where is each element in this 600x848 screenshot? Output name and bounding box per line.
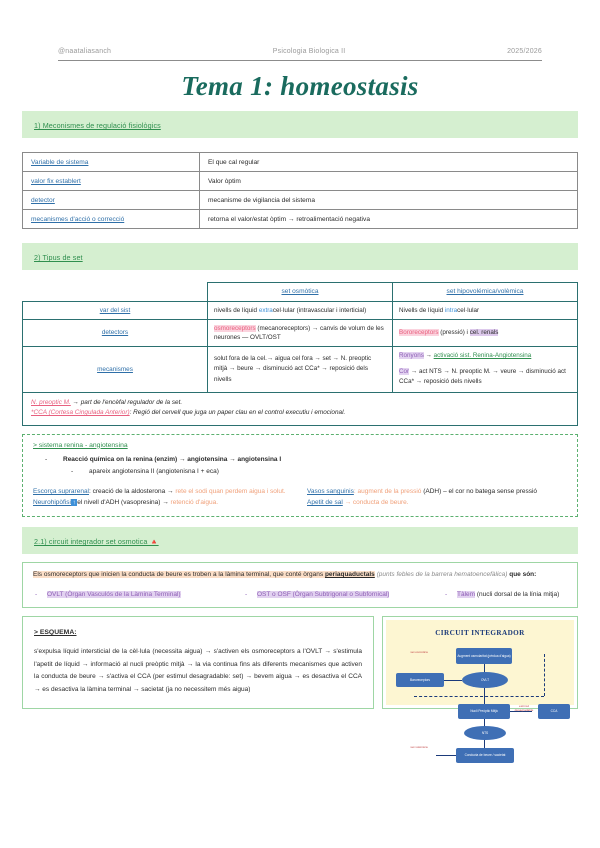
table-col-header-osmotic: set osmòtica (208, 283, 393, 302)
table-notes (22, 393, 578, 426)
organ-ovlt: OVLT (Òrgan Vasculós de la Làmina Terminal) (47, 591, 181, 599)
diagram-node-cca: CCA (538, 704, 570, 719)
renin-subtitle: > sistema renina - angiotensina (33, 441, 128, 449)
section-21-heading (22, 527, 578, 554)
diagram-connector (436, 755, 456, 756)
highlight-fragment: retenció d'aigua. (170, 498, 219, 506)
table-row (23, 153, 578, 172)
renin-bullet-2: - apareix angiotensina II (angiotenisna I + eca) (89, 467, 567, 477)
table-cell-value: retorna el valor/estat òptim → retroalimentació negativa (200, 210, 578, 229)
highlight-fragment: Els osmoreceptors que inicien la conducta de beure es troben a la làmina terminal, que conté òrgans (33, 571, 325, 579)
table-cell-osmotic (208, 347, 393, 393)
table-cell-key: valor fix establert (23, 172, 200, 191)
diagram-label-set-volemica: set volèmica (410, 744, 428, 749)
section-1-heading (22, 111, 578, 138)
section-21-heading-text: 2.1) circuit integrador set osmotica 🔺 (34, 537, 159, 547)
table-row-header: detectors (23, 319, 208, 346)
diagram-node-preoptic: Nucli Preòptic Mitjà (458, 704, 510, 719)
list-item (443, 590, 567, 600)
diagram-node-ovlt: OVLT (462, 672, 508, 688)
esquema-box (22, 616, 374, 709)
diagram-connector (484, 664, 485, 672)
diagram-connector (484, 688, 485, 704)
organ-list (33, 590, 567, 600)
table-cell-key: Variable de sistema (23, 153, 200, 172)
diagram-node-conducta: Conducta de beure / sacietat (456, 748, 514, 763)
organ-talem: Tàlem (457, 591, 476, 599)
text-fragment: cel·lular (457, 306, 480, 314)
note-term[interactable]: *CCA (Cortesa Cingulada Anterior) (31, 409, 130, 417)
thirst-types-table (22, 282, 578, 393)
table-cell-volemic (393, 319, 578, 346)
renin-bullet-1: - Reacció química on la renina (enzim) → angiotensina → angiotensina I (63, 455, 567, 465)
esquema-body: s'expulsa líquid intersticial de la cèl·lula (necessita aigua) → s'activen els osmoreceptors a l'OVLT → s'estimula l'apetit de líquid → informació al nucli preòptic mitjà → la via continua fins als diferents mecanismes que activen la conducta de beure → s'activa el CCA (per estimul desagradable: set) → bevem aigua → es desactiva el CCA → es desactiva la làmina terminal → sacietat (ja no necessitem més aigua) (34, 648, 362, 694)
text-fragment: (pressió) i (438, 329, 470, 337)
up-arrow-icon: ↑ (72, 498, 76, 506)
header-year: 2025/2026 (507, 48, 542, 55)
circuit-intro-box (22, 562, 578, 607)
highlight-fragment: Ronyons (399, 352, 424, 360)
note-line (31, 408, 569, 418)
highlight-fragment: cel. renals (469, 329, 499, 337)
renin-angiotensin-box (22, 434, 578, 518)
term-neurohipofisi[interactable]: Neurohipòfisi (33, 498, 71, 506)
highlight-fragment: osmoreceptors (214, 324, 256, 332)
diagram-connector (444, 680, 462, 681)
text-fragment: : creació de la aldosterona → (89, 488, 176, 496)
text-fragment: el nivell d'ADH (vasopresina) → (77, 498, 171, 506)
table-cell-osmotic (208, 319, 393, 346)
table-cell-key: mecanismes d'acció o correcció (23, 210, 200, 229)
text-fragment: (mecanoreceptors) → canvis de volum de les neurones — OVLT/OST (214, 324, 384, 341)
table-cell-value: El que cal regular (200, 153, 578, 172)
mechanism-volemic-line-2 (399, 367, 571, 388)
circuit-diagram (382, 616, 578, 758)
text-fragment: nivells de líquid (214, 306, 259, 314)
text-fragment: (punts febles de la barrera hematoencefàlica) (374, 571, 508, 579)
header-course: Psicologia Biologica II (272, 48, 346, 55)
section-1-heading-text: 1) Meconismes de regulació fisiològics (34, 121, 161, 130)
note-line (31, 398, 569, 408)
section-2-heading (22, 243, 578, 270)
mechanism-osmotic-text: solut fora de la cel.→ aigua cel fora → set → N. preoptic mitjà → beure → disminució act CCa* → reposició dels nivells (214, 354, 372, 383)
text-fragment: (nucli dorsal de la línia mitja) (475, 591, 560, 599)
link-fragment[interactable]: activació sist. Renina-Angiotensina (433, 352, 532, 360)
table-row (23, 347, 578, 393)
renin-left-column (33, 487, 293, 508)
term-vasos[interactable]: Vasos sanguinis (307, 488, 354, 496)
table-cell-volemic (393, 301, 578, 319)
highlight-fragment: intra (444, 306, 458, 314)
table-cell-value: Valor òptim (200, 172, 578, 191)
header-divider (58, 60, 542, 61)
table-col-header-volemic: set hipovolémica/volèmica (393, 283, 578, 302)
term-periaquaductals: periaquaductals (324, 571, 375, 579)
diagram-canvas (386, 620, 574, 758)
term-escorça[interactable]: Escorça suprarenal (33, 488, 89, 496)
note-term[interactable]: N. preoptic M. (31, 399, 71, 407)
text-fragment: (ADH) – el cor no batega sense pressió (423, 488, 538, 496)
text-fragment: Nivells de líquid (399, 306, 445, 314)
diagram-node-baroreceptors: Baroreceptors (396, 673, 444, 687)
text-fragment: → (423, 352, 434, 360)
circuit-intro-text (33, 570, 567, 581)
page-title: Tema 1: homeostasis (181, 71, 419, 101)
diagram-connector-dashed (414, 696, 544, 697)
highlight-fragment: : augment de la pressió (353, 488, 424, 496)
table-row (23, 210, 578, 229)
table-row (23, 172, 578, 191)
table-row (23, 301, 578, 319)
list-item (33, 590, 235, 600)
list-item (243, 590, 435, 600)
document-header (0, 0, 600, 55)
table-cell-key: detector (23, 191, 200, 210)
text-fragment: → act NTS → N. preoptic M. → veure → disminució act CCa* → reposició dels nivells (399, 367, 566, 386)
mechanism-volemic-line-1 (399, 351, 571, 362)
text-fragment: que són: (507, 571, 537, 579)
diagram-label-estimul: estímul desagradable (514, 703, 534, 712)
diagram-node-osmolarity: Augment osmolaritat (pèrdua d'aigua) (456, 648, 512, 664)
diagram-title: CIRCUIT INTEGRADOR (435, 628, 525, 637)
diagram-connector-dashed (544, 654, 545, 696)
table-row (23, 191, 578, 210)
esquema-title: > ESQUEMA: (34, 628, 77, 636)
table-cell-value: mecanisme de vigilancia del sistema (200, 191, 578, 210)
highlight-fragment: Cor (399, 367, 410, 375)
table-row (23, 319, 578, 346)
table-cell-volemic (393, 347, 578, 393)
renin-right-column (307, 487, 567, 508)
header-author: @naataliasanch (58, 48, 112, 55)
table-row-header: mecanismes (23, 347, 208, 393)
diagram-node-nts: NTS (464, 726, 506, 740)
table-row-header: var del sist (23, 301, 208, 319)
renin-two-column (33, 487, 567, 508)
diagram-connector (484, 740, 485, 748)
organ-ost: OST o OSF (Òrgan Subtrigonal o Subfornical) (257, 591, 390, 599)
table-cell-osmotic (208, 301, 393, 319)
highlight-fragment: rete el sodi quan perdem aigua i solut. (175, 488, 286, 496)
table-header-row (23, 283, 578, 302)
note-text: : Regió del cervell que juga un paper clau en el control executiu i emocional. (129, 409, 346, 417)
highlight-fragment: Bororeceptors (399, 329, 439, 337)
regulation-mechanisms-table (22, 152, 578, 229)
diagram-label-set-osmotica: set osmòtica (410, 649, 428, 654)
highlight-fragment: extra (258, 306, 273, 314)
highlight-fragment: → conducta de beure. (342, 498, 409, 506)
text-fragment: cel·lular (intravascular i interticial) (272, 306, 367, 314)
table-cell-empty (23, 283, 208, 302)
section-2-heading-text: 2) Tipus de set (34, 253, 83, 262)
term-apetit[interactable]: Apetit de sal (307, 498, 343, 506)
note-text: → part de l'encèfal regulador de la set. (70, 399, 183, 407)
esquema-row (22, 616, 578, 758)
